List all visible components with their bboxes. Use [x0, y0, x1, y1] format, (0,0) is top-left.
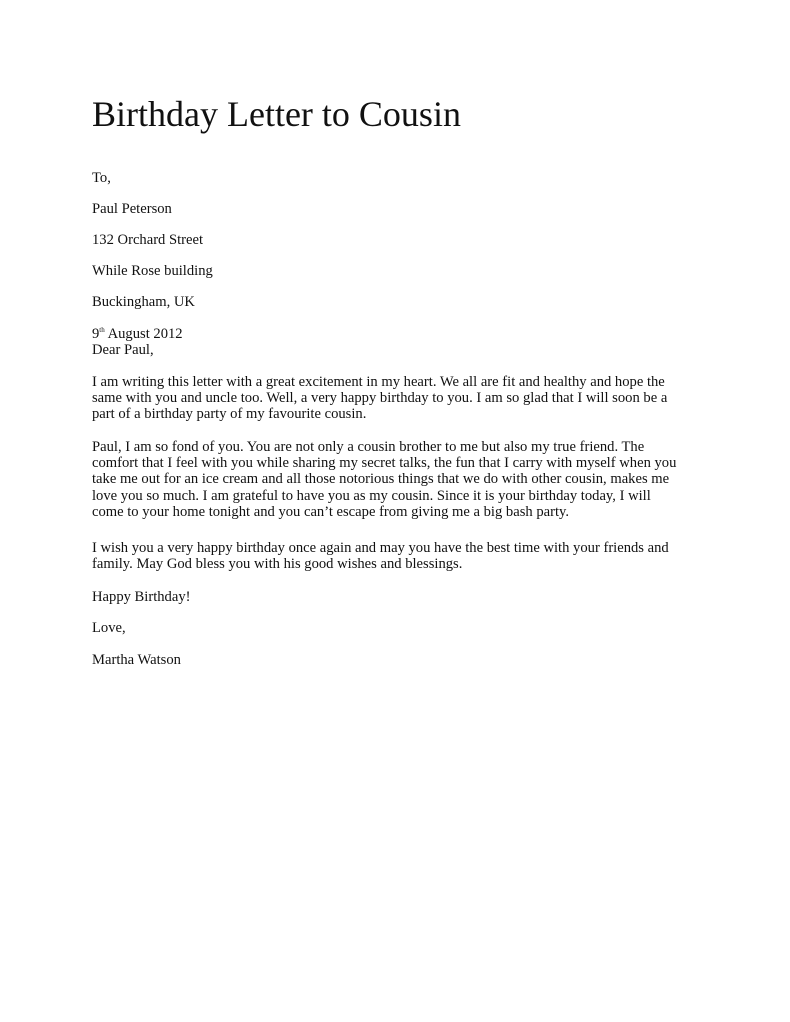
closing: Love, [92, 620, 126, 636]
closing-wish: Happy Birthday! [92, 589, 191, 605]
paragraph-line: I wish you a very happy birthday once again and may you have the best time with your friends and [92, 540, 669, 556]
recipient-name: Paul Peterson [92, 201, 172, 217]
paragraph-line: I am writing this letter with a great excitement in my heart. We all are fit and healthy and hope the [92, 374, 665, 390]
paragraph-line: love you so much. I am grateful to have you as my cousin. Since it is your birthday today, I will [92, 487, 651, 504]
paragraph-line: take me out for an ice cream and all those notorious things that we do with other cousin, makes me [92, 471, 670, 488]
greeting: Dear Paul, [92, 342, 154, 358]
paragraph-line: comfort that I feel with you while sharing my secret talks, the fun that I carry with myself when you [92, 455, 677, 472]
signature: Martha Watson [92, 652, 181, 668]
paragraph-line: Paul, I am so fond of you. You are not only a cousin brother to me but also my true friend. The [92, 439, 645, 455]
document-title: Birthday Letter to Cousin [92, 94, 461, 134]
recipient-address-line-1: 132 Orchard Street [92, 232, 204, 248]
paragraph-line: part of a birthday party of my favourite cousin. [92, 406, 367, 423]
paragraph-line: come to your home tonight and you can’t escape from giving me a big bash party. [92, 503, 570, 520]
paragraph-1 [92, 374, 712, 423]
paragraph-line: same with you and uncle too. Well, a very happy birthday to you. I am so glad that I will soon be a [92, 390, 668, 407]
recipient-to-label: To, [92, 170, 111, 186]
date-day: 9 [92, 326, 100, 342]
date-rest: August 2012 [104, 326, 183, 342]
paragraph-2 [92, 439, 712, 520]
paragraph-line: family. May God bless you with his good wishes and blessings. [92, 556, 463, 573]
recipient-address-line-3: Buckingham, UK [92, 294, 195, 310]
recipient-address-line-2: While Rose building [92, 263, 213, 279]
paragraph-3 [92, 540, 712, 572]
date-ordinal: th [99, 326, 105, 334]
letter-date [92, 326, 183, 342]
